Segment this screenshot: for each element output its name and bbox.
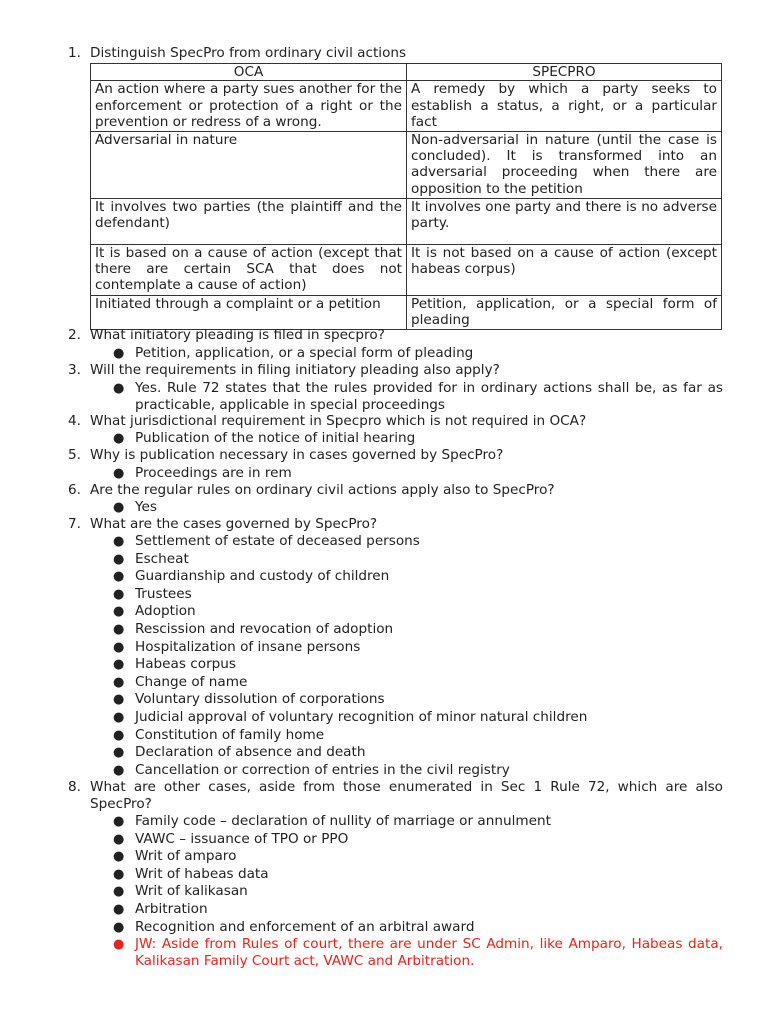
- list-item: ● Habeas corpus: [113, 656, 236, 672]
- list-item: ● Hospitalization of insane persons: [113, 639, 361, 655]
- list-item: ● VAWC – issuance of TPO or PPO: [113, 831, 349, 847]
- answer-4: [113, 430, 723, 447]
- answer-text: Publication of the notice of initial hearing: [135, 430, 416, 446]
- table-cell: It is not based on a cause of action (except habeas corpus): [407, 244, 722, 295]
- question-number: 4.: [68, 413, 81, 429]
- table-cell: It is based on a cause of action (except that there are certain SCA that does not contemplate a cause of action): [91, 244, 407, 295]
- list-item: ● Declaration of absence and death: [113, 744, 366, 760]
- question-text: Why is publication necessary in cases governed by SpecPro?: [90, 447, 504, 463]
- table-row: [91, 131, 722, 198]
- jw-note: [113, 936, 723, 970]
- answer-text: Petition, application, or a special form of pleading: [135, 345, 474, 361]
- question-6: [68, 482, 723, 499]
- bullet-icon: ●: [113, 587, 125, 602]
- answer-3: [113, 380, 723, 414]
- list-item: ● Trustees: [113, 586, 192, 602]
- bullet-icon: ●: [113, 884, 125, 899]
- question-number: 1.: [68, 45, 81, 61]
- question-text: Will the requirements in filing initiatory pleading also apply?: [90, 362, 500, 378]
- list-item: ● Rescission and revocation of adoption: [113, 621, 394, 637]
- question-3: [68, 362, 723, 379]
- table-cell: An action where a party sues another for the enforcement or protection of a right or the prevention or redress of a wrong.: [91, 81, 407, 131]
- list-item: ● Writ of kalikasan: [113, 883, 248, 899]
- bullet-icon: ●: [113, 534, 125, 549]
- list-item: ● Cancellation or correction of entries in the civil registry: [113, 762, 510, 778]
- answer-2: [113, 345, 723, 362]
- bullet-icon: ●: [113, 692, 125, 707]
- question-8: [68, 779, 723, 813]
- list-item: ● Voluntary dissolution of corporations: [113, 691, 385, 707]
- question-7: [68, 516, 723, 533]
- bullet-icon: ●: [113, 622, 125, 637]
- bullet-icon: ●: [113, 745, 125, 760]
- list-item: ● Change of name: [113, 674, 248, 690]
- table-cell: It involves one party and there is no adverse party.: [407, 198, 722, 244]
- list-item: ● Writ of habeas data: [113, 866, 269, 882]
- comparison-table: [90, 63, 722, 330]
- question-text: What initiatory pleading is filed in specpro?: [90, 327, 385, 343]
- list-item: ● Arbitration: [113, 901, 208, 917]
- list-item: ● Adoption: [113, 603, 196, 619]
- list-item: ● Writ of amparo: [113, 848, 237, 864]
- table-cell: A remedy by which a party seeks to establish a status, a right, or a particular fact: [407, 81, 722, 131]
- list-item: ● Judicial approval of voluntary recognition of minor natural children: [113, 709, 588, 725]
- table-header-row: [91, 64, 722, 81]
- question-2: [68, 327, 723, 344]
- header-oca: OCA: [91, 64, 407, 81]
- answer-6: [113, 499, 723, 516]
- answer-text: Yes. Rule 72 states that the rules provided for in ordinary actions shall be, as far as practicable, applicable in special proceedings: [135, 380, 723, 413]
- bullet-icon: ●: [113, 710, 125, 725]
- table-cell: Petition, application, or a special form of pleading: [407, 295, 722, 329]
- list-item: ● Escheat: [113, 551, 189, 567]
- question-number: 2.: [68, 327, 81, 343]
- question-text: Are the regular rules on ordinary civil actions apply also to SpecPro?: [90, 482, 555, 498]
- question-text: What jurisdictional requirement in Specpro which is not required in OCA?: [90, 413, 587, 429]
- question-number: 5.: [68, 447, 81, 463]
- table-cell: Non-adversarial in nature (until the case is concluded). It is transformed into an adversarial proceeding when there are opposition to the petition: [407, 131, 722, 198]
- bullet-icon: ●: [113, 657, 125, 672]
- header-specpro: SPECPRO: [407, 64, 722, 81]
- question-5: [68, 447, 723, 464]
- bullet-icon: ●: [113, 867, 125, 882]
- list-item: ● Constitution of family home: [113, 727, 325, 743]
- bullet-icon: ●: [113, 500, 125, 515]
- bullet-icon: ●: [113, 604, 125, 619]
- bullet-icon: ●: [113, 902, 125, 917]
- list-item: ● Settlement of estate of deceased persons: [113, 533, 420, 549]
- bullet-icon: ●: [113, 763, 125, 778]
- question-1: [68, 45, 723, 62]
- table-cell: Initiated through a complaint or a petition: [91, 295, 407, 329]
- table-row: [91, 198, 722, 244]
- bullet-icon: ●: [113, 849, 125, 864]
- table-row: [91, 295, 722, 329]
- bullet-icon: ●: [113, 552, 125, 567]
- table-cell: Adversarial in nature: [91, 131, 407, 198]
- list-item: ● Guardianship and custody of children: [113, 568, 390, 584]
- bullet-icon: ●: [113, 640, 125, 655]
- answer-text: Proceedings are in rem: [135, 465, 292, 481]
- question-text: Distinguish SpecPro from ordinary civil actions: [90, 45, 407, 61]
- bullet-icon: ●: [113, 814, 125, 829]
- bullet-icon: ●: [113, 346, 125, 361]
- question-number: 8.: [68, 779, 81, 795]
- bullet-icon: ●: [113, 675, 125, 690]
- question-number: 7.: [68, 516, 81, 532]
- bullet-icon: ●: [113, 466, 125, 481]
- question-number: 6.: [68, 482, 81, 498]
- bullet-icon: ●: [113, 728, 125, 743]
- bullet-icon: ●: [113, 920, 125, 935]
- bullet-icon: ●: [113, 832, 125, 847]
- bullet-icon: ●: [113, 569, 125, 584]
- note-text: JW: Aside from Rules of court, there are under SC Admin, like Amparo, Habeas data, Kalikasan Family Court act, VAWC and Arbitration.: [135, 936, 723, 969]
- table-row: [91, 81, 722, 131]
- answer-5: [113, 465, 723, 482]
- table-row: [91, 244, 722, 295]
- list-item: ● Family code – declaration of nullity of marriage or annulment: [113, 813, 551, 829]
- question-text: What are other cases, aside from those enumerated in Sec 1 Rule 72, which are also SpecPro?: [90, 779, 723, 812]
- list-item: ● Recognition and enforcement of an arbitral award: [113, 919, 475, 935]
- table-cell: It involves two parties (the plaintiff and the defendant): [91, 198, 407, 244]
- bullet-icon: ●: [113, 937, 125, 952]
- question-number: 3.: [68, 362, 81, 378]
- answer-text: Yes: [135, 499, 157, 515]
- question-text: What are the cases governed by SpecPro?: [90, 516, 378, 532]
- bullet-icon: ●: [113, 431, 125, 446]
- bullet-icon: ●: [113, 381, 125, 396]
- question-4: [68, 413, 723, 430]
